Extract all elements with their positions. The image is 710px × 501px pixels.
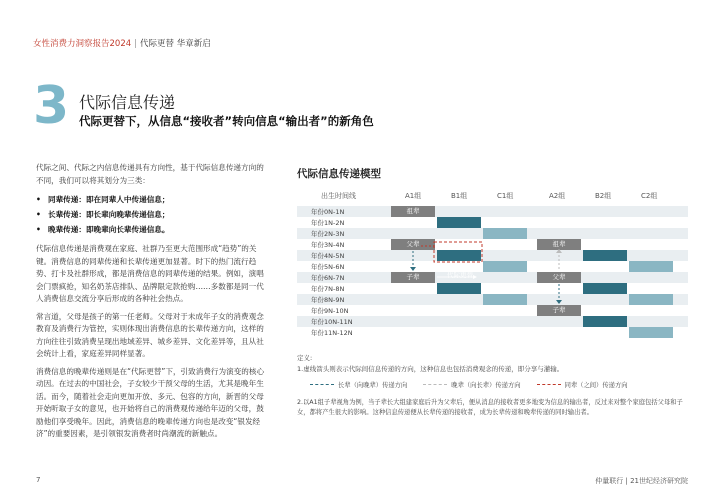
- transfer-arrows: [297, 191, 688, 341]
- legend-peer-swatch: [537, 384, 561, 385]
- transfer-label: 代际更替: [447, 271, 473, 279]
- body-text: [36, 162, 270, 446]
- intro-paragraph: 代际之间、代际之内信息传递具有方向性，基于代际信息传递方向的不同，我们可以将其划分为三类：: [36, 163, 264, 185]
- header-separator: |: [134, 39, 138, 49]
- section-number: 3: [33, 76, 70, 136]
- row-label: 年份11N-12N: [311, 329, 353, 337]
- a2-parent-cell: 父辈: [537, 272, 581, 283]
- junior-arrowhead: [556, 249, 562, 253]
- legend-junior: 晚辈（向长辈）传递方向: [451, 382, 521, 389]
- column-header: A2组: [549, 192, 566, 200]
- row-label: 年份4N-5N: [311, 252, 345, 260]
- row-label: 年份10N-11N: [311, 318, 353, 326]
- a1-parent-cell: 父辈: [391, 239, 435, 250]
- row-label: 年份8N-9N: [311, 296, 345, 304]
- legend-elder: 长辈（向晚辈）传递方向: [338, 382, 408, 389]
- legend-junior-swatch: [423, 384, 447, 385]
- transfer-type-list: [36, 192, 270, 237]
- row-label: 年份6N-7N: [311, 274, 345, 282]
- row-label: 年份7N-8N: [311, 285, 345, 293]
- paragraph-3: 消费信息的晚辈传递则是在“代际更替”下，引致消费行为演变的核心动因。在过去的中国社会，子女较少干预父母的生活，尤其是晚年生活。而今，随着社会走向更加开放、多元、包容的方向，新晋的父母开始听取子女的意见，也开始将自己的消费观传递给年迈的父母，鼓励他们享受晚年。因此，消费信息的晚辈传递方向也是改变“银发经济”的重要因素，是引领银发消费者时尚潮流的新触点。: [36, 366, 265, 438]
- column-header: B1组: [451, 192, 468, 200]
- row-label: 年份2N-3N: [311, 230, 345, 238]
- column-header: 出生时间线: [321, 192, 356, 200]
- legend: [310, 380, 628, 389]
- paragraph-2: 常言道，父母是孩子的第一任老师。父母对于未成年子女的消费观念教育及消费行为管控，实则体现出消费信息的长辈传递方向，这样的方向往往引致消费呈现出地域差异、城乡差异、文化差异等，且从社会统计上看，家庭差异同样显著。: [36, 311, 264, 358]
- list-item: • 长辈传递：即长辈向晚辈传递信息；: [36, 207, 270, 222]
- legend-peer: 同辈（之间）传递方向: [564, 382, 628, 389]
- elder-arrowhead: [556, 300, 562, 304]
- section-subtitle: 代际更替下，从信息“接收者”转向信息“输出者”的新角色: [79, 114, 374, 128]
- section-tagline: 代际更替 华章新启: [140, 39, 211, 49]
- transfer-arrowhead: [473, 275, 477, 279]
- a2-child-cell: 子辈: [537, 305, 581, 316]
- column-header: A1组: [405, 192, 422, 200]
- definition-2: 2.以A1组子辈视角为例，当子辈长大组建家庭后升为父辈后，便从消息的接收者更多地变为信息的输出者，反过来对整个家庭包括父母和子女，都将产生很大的影响。这种信息传递便从长辈传递的接收者，成为长辈传递和晚辈传递的同时输出者。: [297, 399, 683, 416]
- model-title: 代际信息传递模型: [297, 168, 381, 180]
- footer-org: 仲量联行 | 21世纪经济研究院: [595, 477, 688, 485]
- row-label: 年份9N-10N: [311, 307, 349, 315]
- section-title: 代际信息传递: [79, 93, 176, 112]
- definitions: [297, 353, 692, 375]
- row-label: 年份3N-4N: [311, 241, 345, 249]
- list-item: • 同辈传递：即在同辈人中传递信息；: [36, 192, 270, 207]
- row-label: 年份0N-1N: [311, 208, 345, 216]
- list-item: • 晚辈传递：即晚辈向长辈传递信息。: [36, 222, 270, 237]
- column-header: C1组: [497, 192, 514, 200]
- paragraph-1: 代际信息传递是消费观在家庭、社群乃至更大范围形成“趋势”的关键。消费信息的同辈传递和长辈传递更加显著。时下的热门流行趋势、打卡及社群形成，都是消费信息的同辈传递的结果。例如，演唱会门票疯抢，知名奶茶店排队、品牌限定款抢购……多数都是同一代人消费信息交流分享后形成的各种社会热点。: [36, 244, 264, 303]
- row-label: 年份1N-2N: [311, 219, 345, 227]
- elder-arrowhead: [410, 267, 416, 271]
- page-header: [33, 37, 211, 49]
- legend-elder-swatch: [310, 384, 334, 385]
- a1-grandparent-cell: 祖辈: [391, 206, 435, 217]
- page-number: 7: [36, 476, 41, 484]
- column-header: C2组: [641, 192, 658, 200]
- a1-child-cell: 子辈: [391, 272, 435, 283]
- definition-1: 1.虚线箭头则表示代际间信息传递的方向，这种信息也包括消费观念的传递，即分享与灌输。: [297, 365, 564, 373]
- a2-grandparent-cell: 祖辈: [537, 239, 581, 250]
- report-title: 女性消费力洞察报告2024: [33, 39, 132, 49]
- peer-arrow-box: [434, 242, 482, 262]
- column-header: B2组: [595, 192, 612, 200]
- definitions-heading: 定义:: [297, 354, 313, 362]
- row-label: 年份5N-6N: [311, 263, 345, 271]
